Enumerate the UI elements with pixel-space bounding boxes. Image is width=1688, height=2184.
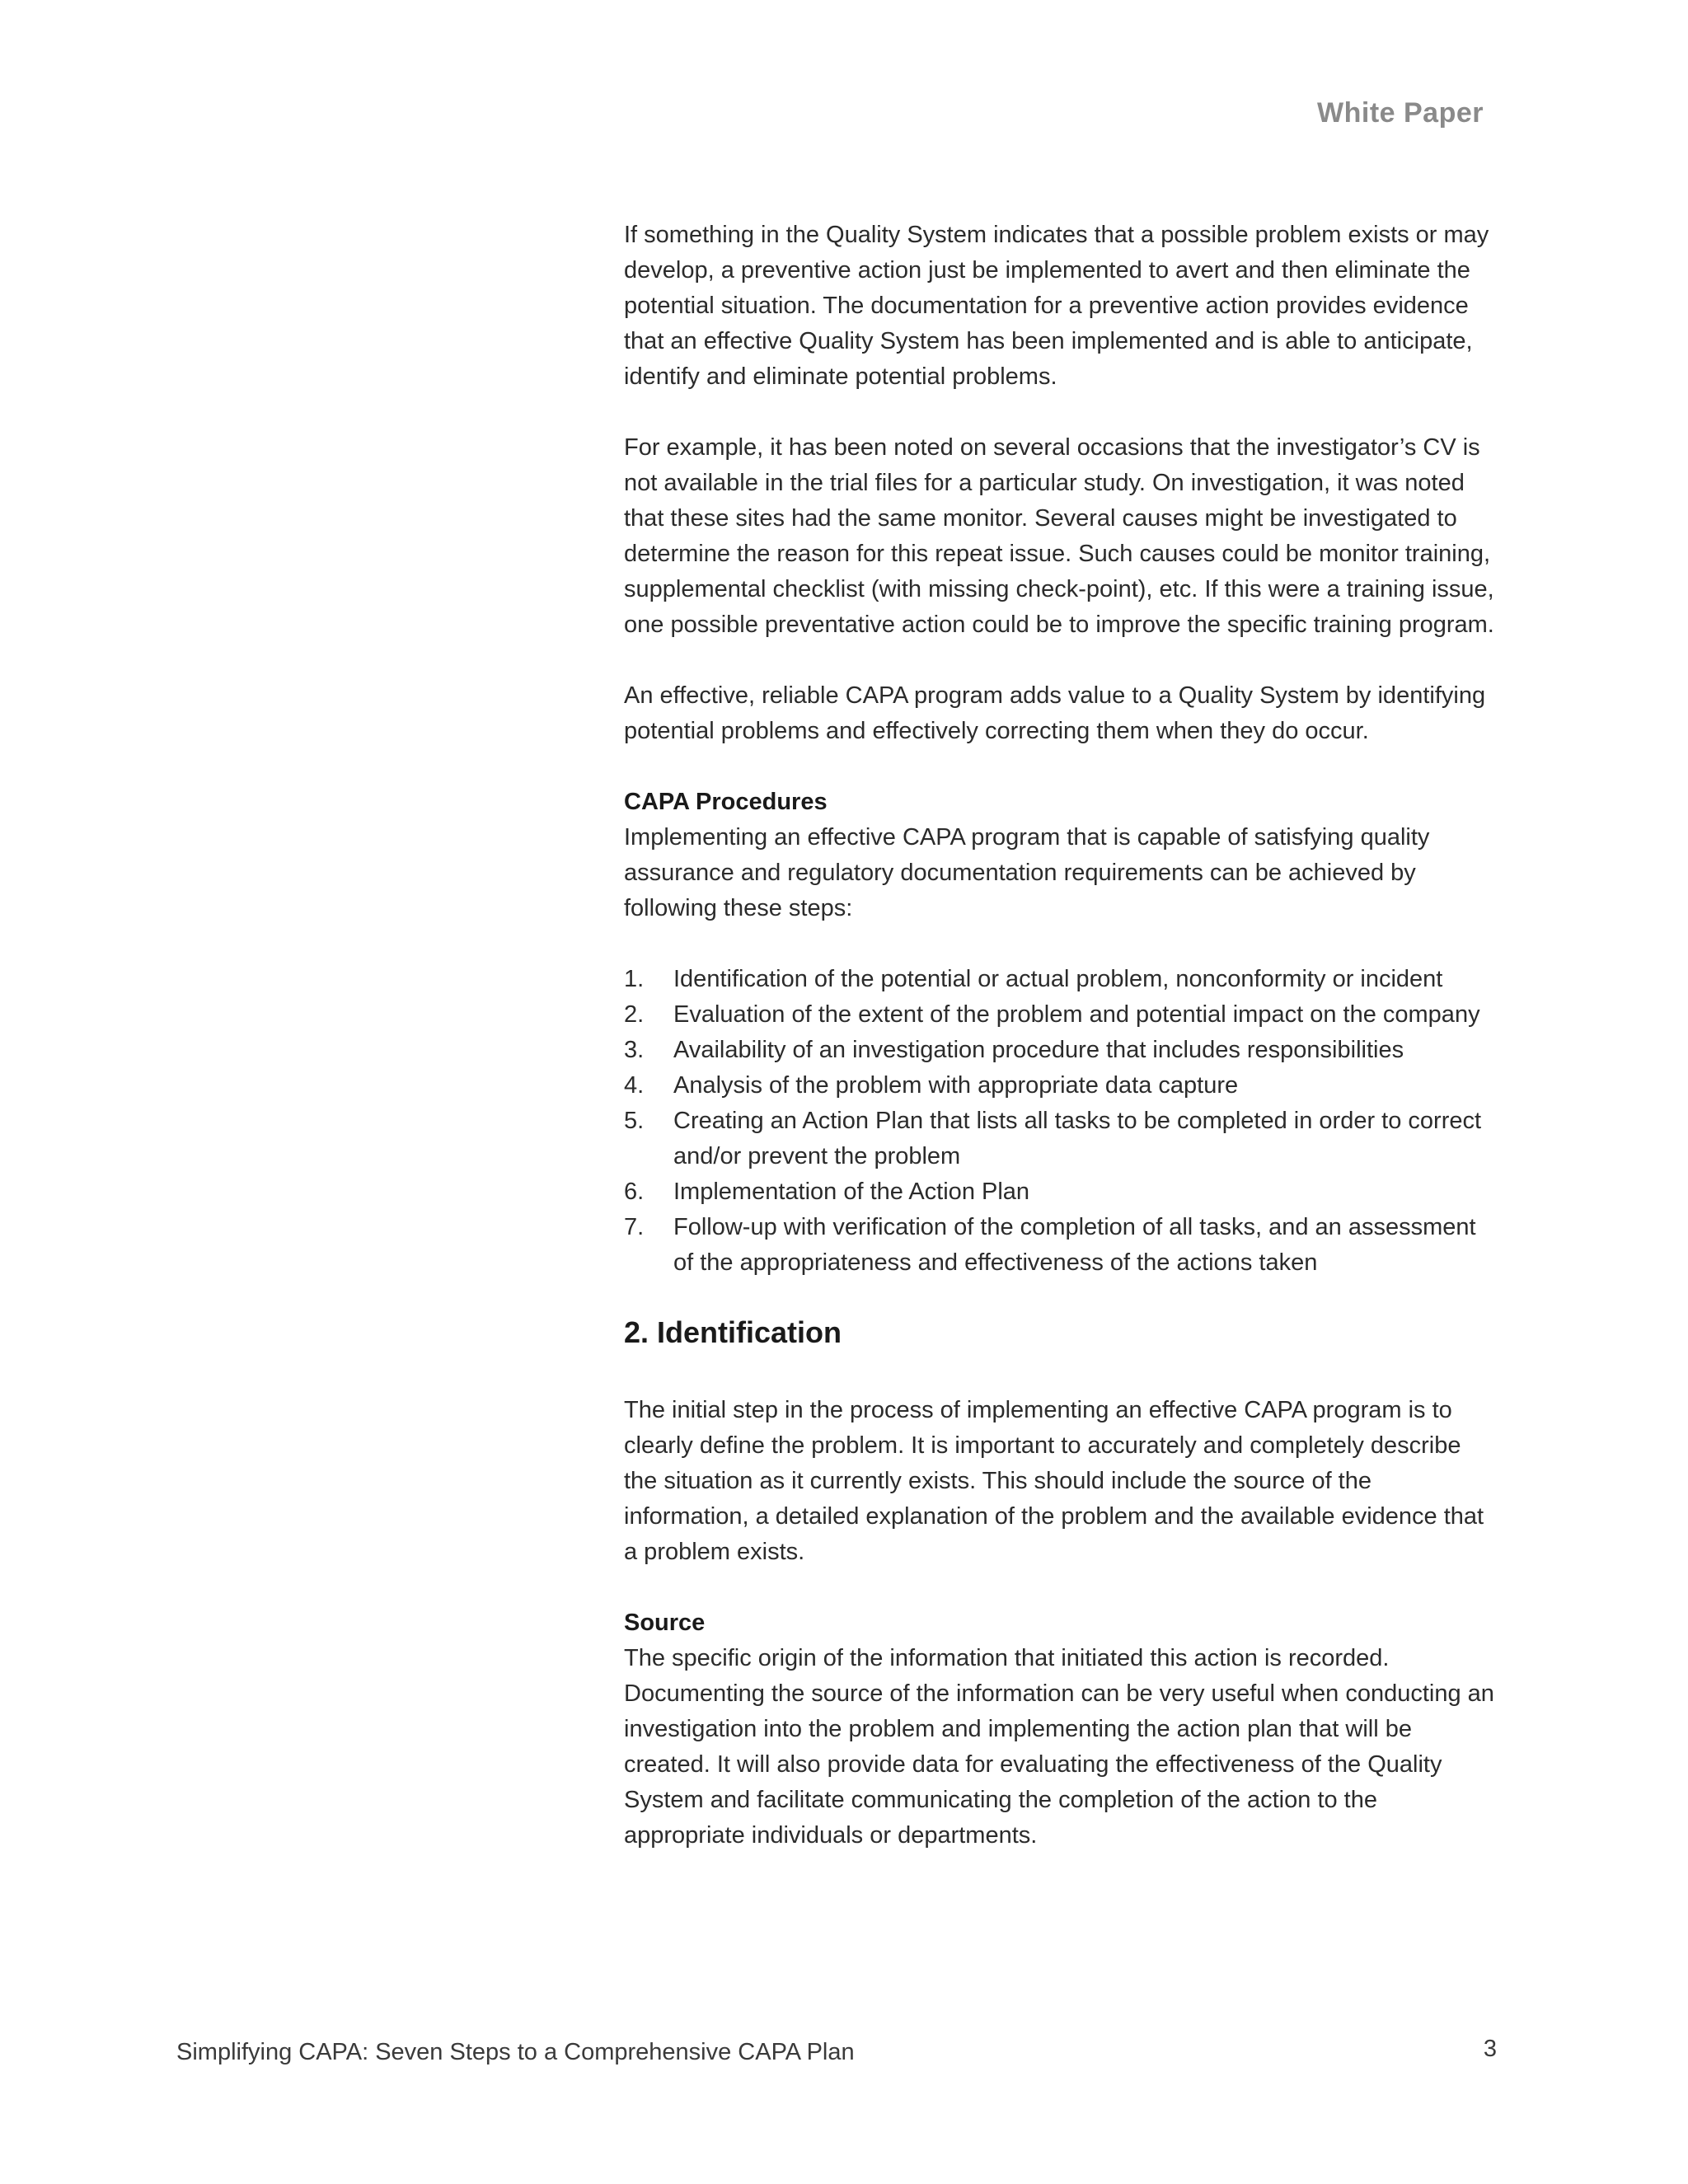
document-type-label: White Paper — [1317, 97, 1484, 129]
list-text: Creating an Action Plan that lists all tasks to be completed in order to correct and/or prevent the problem — [673, 1108, 1482, 1169]
list-text: Analysis of the problem with appropriate data capture — [673, 1072, 1239, 1099]
subheading-capa-procedures: CAPA Procedures — [624, 789, 828, 815]
list-item — [624, 1104, 1498, 1174]
subheading-source: Source — [624, 1610, 706, 1636]
paragraph-capa-value: An effective, reliable CAPA program adds value to a Quality System by identifying potential problems and effectively correcting them when they do occur. — [624, 682, 1486, 744]
list-text: Implementation of the Action Plan — [673, 1179, 1030, 1205]
section-heading-identification: 2. Identification — [624, 1315, 842, 1349]
list-item — [624, 1068, 1498, 1104]
footer-document-title: Simplifying CAPA: Seven Steps to a Comprehensive CAPA Plan — [176, 2039, 855, 2065]
list-item — [624, 962, 1498, 997]
list-number: 5. — [624, 1108, 645, 1134]
list-text: Follow-up with verification of the completion of all tasks, and an assessment of the appropriateness and effectiveness of the actions taken — [673, 1214, 1476, 1276]
paragraph-implementing: Implementing an effective CAPA program that is capable of satisfying quality assurance and regulatory documentation requirements can be achieved by following these steps: — [624, 824, 1430, 921]
page-number: 3 — [1483, 2036, 1497, 2062]
list-number: 3. — [624, 1037, 645, 1063]
list-number: 4. — [624, 1072, 645, 1099]
list-text: Identification of the potential or actual problem, nonconformity or incident — [673, 966, 1443, 992]
paragraph-preventive-action: If something in the Quality System indicates that a possible problem exists or may develop, a preventive action just be implemented to avert and then eliminate the potential situation. The documentation for a preventive action provides evidence that an effective Quality System has been implemented and is able to anticipate, identify and eliminate potential problems. — [624, 222, 1489, 390]
list-number: 1. — [624, 966, 645, 992]
list-number: 2. — [624, 1001, 645, 1028]
list-text: Evaluation of the extent of the problem and potential impact on the company — [673, 1001, 1480, 1028]
list-text: Availability of an investigation procedure that includes responsibilities — [673, 1037, 1404, 1063]
steps-list — [624, 962, 1498, 1281]
main-content — [624, 218, 1498, 1854]
paragraph-source: The specific origin of the information that initiated this action is recorded. Documenting the source of the information can be very useful when conducting an investigation into the problem and implementing the action plan that will be created. It will also provide data for evaluating the effectiveness of the Quality System and facilitate communicating the completion of the action to the appropriate individuals or departments. — [624, 1645, 1494, 1849]
list-item — [624, 1210, 1498, 1281]
list-item — [624, 997, 1498, 1033]
list-item — [624, 1174, 1498, 1210]
list-number: 7. — [624, 1214, 645, 1240]
list-number: 6. — [624, 1179, 645, 1205]
paragraph-example: For example, it has been noted on several occasions that the investigator’s CV is not available in the trial files for a particular study. On investigation, it was noted that these sites had the same monitor. Several causes might be investigated to determine the reason for this repeat issue. Such causes could be monitor training, supplemental checklist (with missing check-point), etc. If this were a training issue, one possible preventative action could be to improve the specific training program. — [624, 434, 1494, 638]
list-item — [624, 1033, 1498, 1068]
paragraph-initial-step: The initial step in the process of implementing an effective CAPA program is to clearly define the problem. It is important to accurately and completely describe the situation as it currently exists. This should include the source of the information, a detailed explanation of the problem and the available evidence that a problem exists. — [624, 1397, 1484, 1565]
